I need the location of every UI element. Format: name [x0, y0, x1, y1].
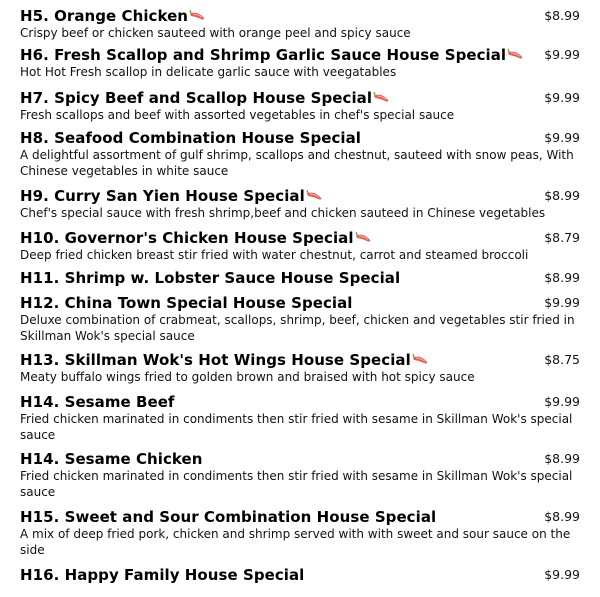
menu-item-price: $9.99: [544, 47, 580, 62]
menu-item-description: Fried chicken marinated in condiments then stir fried with sesame in Skillman Wok's special sauce: [20, 412, 573, 442]
menu-item: [20, 6, 580, 42]
menu-item-price: $9.99: [544, 567, 580, 582]
menu-item-header: [20, 507, 580, 527]
chili-pepper-icon: [355, 231, 373, 243]
menu-item-name: H13. Skillman Wok's Hot Wings House Special: [20, 351, 411, 369]
menu-item-name: H14. Sesame Chicken: [20, 450, 203, 468]
menu-item-price: $8.75: [544, 352, 580, 367]
menu-item: [20, 449, 580, 500]
menu-item-header: [20, 565, 580, 585]
menu-item-header: [20, 350, 580, 370]
menu-item: [20, 565, 580, 585]
menu-item: [20, 45, 580, 81]
menu-item-description: Deluxe combination of crabmeat, scallops, shrimp, beef, chicken and vegetables stir fried in Skillman Wok's special sauce: [20, 313, 575, 343]
menu-item-header: [20, 268, 580, 288]
menu-item-price: $8.99: [544, 451, 580, 466]
menu-item-description: Chef's special sauce with fresh shrimp,beef and chicken sauteed in Chinese vegetables: [20, 206, 546, 220]
menu-item-price: $8.99: [544, 509, 580, 524]
menu-item-description: Hot Hot Fresh scallop in delicate garlic sauce with veegatables: [20, 65, 397, 79]
menu-item-header: [20, 88, 580, 108]
menu-item: [20, 128, 580, 179]
menu-item-header: [20, 45, 580, 65]
menu-item-header: [20, 392, 580, 412]
menu-item-price: $8.99: [544, 8, 580, 23]
menu-item: [20, 350, 580, 386]
menu-item: [20, 293, 580, 344]
menu-item: [20, 186, 580, 222]
chili-pepper-icon: [189, 9, 207, 21]
menu-item-name: H11. Shrimp w. Lobster Sauce House Special: [20, 269, 401, 287]
chili-pepper-icon: [412, 353, 430, 365]
menu-item-price: $9.99: [544, 90, 580, 105]
menu-item-description: A delightful assortment of gulf shrimp, scallops and chestnut, sauteed with snow peas, With Chinese vegetables in white sauce: [20, 148, 574, 178]
menu-item: [20, 392, 580, 443]
menu-item-description: Deep fried chicken breast stir fried with water chestnut, carrot and steamed broccoli: [20, 248, 529, 262]
menu-item-description: Meaty buffalo wings fried to golden brown and braised with hot spicy sauce: [20, 370, 475, 384]
chili-pepper-icon: [373, 91, 391, 103]
menu-item-name: H7. Spicy Beef and Scallop House Special: [20, 89, 373, 107]
menu-item-name: H6. Fresh Scallop and Shrimp Garlic Sauce House Special: [20, 46, 507, 64]
menu-item-header: [20, 449, 580, 469]
menu-item-description: Crispy beef or chicken sauteed with orange peel and spicy sauce: [20, 26, 411, 40]
menu-item-description: Fresh scallops and beef with assorted vegetables in chef's special sauce: [20, 108, 455, 122]
menu-item-header: [20, 293, 580, 313]
menu-item-price: $8.79: [544, 230, 580, 245]
menu-item-name: H14. Sesame Beef: [20, 393, 175, 411]
chili-pepper-icon: [306, 189, 324, 201]
menu-item-header: [20, 6, 580, 26]
menu-item-description: Fried chicken marinated in condiments then stir fried with sesame in Skillman Wok's special sauce: [20, 469, 573, 499]
menu-item-header: [20, 228, 580, 248]
menu-item-price: $8.99: [544, 188, 580, 203]
menu-item: [20, 507, 580, 558]
menu-item-price: $9.99: [544, 130, 580, 145]
menu-item-price: $8.99: [544, 270, 580, 285]
menu-item-header: [20, 128, 580, 148]
menu-item: [20, 88, 580, 124]
menu-item-name: H12. China Town Special House Special: [20, 294, 353, 312]
menu-item-price: $9.99: [544, 295, 580, 310]
menu-item-header: [20, 186, 580, 206]
menu-item-description: A mix of deep fried pork, chicken and shrimp served with with sweet and sour sauce on the side: [20, 527, 571, 557]
menu-item-name: H10. Governor's Chicken House Special: [20, 229, 354, 247]
menu-item-name: H16. Happy Family House Special: [20, 566, 305, 584]
chili-pepper-icon: [507, 48, 525, 60]
menu-item-name: H8. Seafood Combination House Special: [20, 129, 361, 147]
menu-item-name: H9. Curry San Yien House Special: [20, 187, 305, 205]
menu-item: [20, 228, 580, 264]
menu-item-name: H5. Orange Chicken: [20, 7, 189, 25]
menu-item-price: $9.99: [544, 394, 580, 409]
menu-item: [20, 268, 580, 288]
menu-item-name: H15. Sweet and Sour Combination House Special: [20, 508, 437, 526]
